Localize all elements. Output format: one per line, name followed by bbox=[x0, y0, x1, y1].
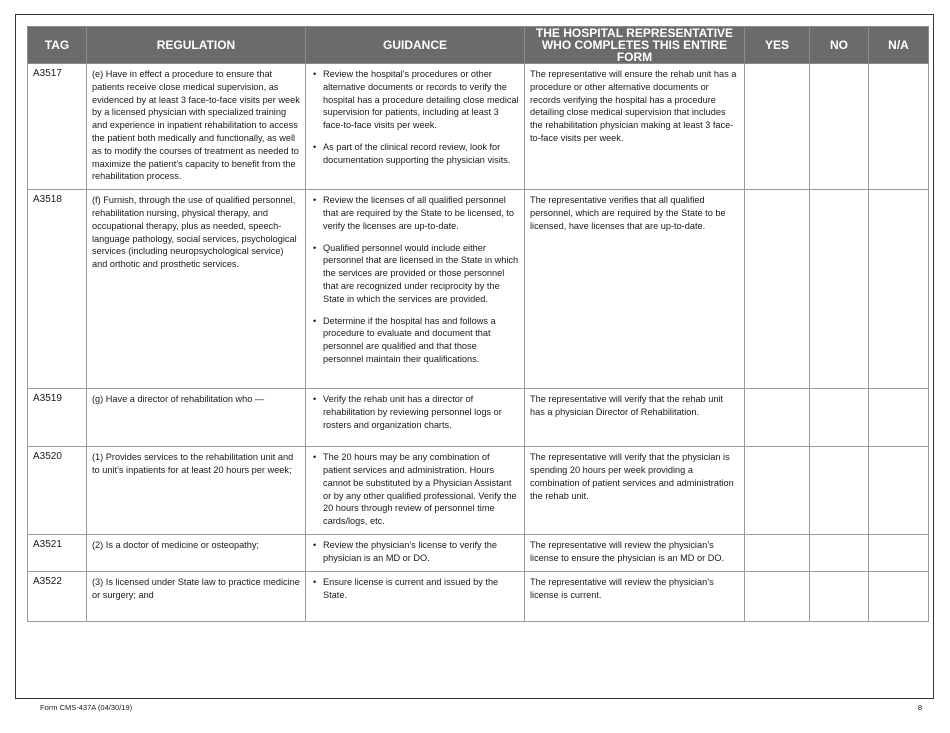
page-number: 8 bbox=[917, 703, 922, 712]
representative-cell: The representative will ensure the rehab unit has a procedure or other alternative documents or records verifying the hospital has a procedure detailing close medical supervision that includes the rehabilitation physician making at least 3 face-to-face visits per week. bbox=[525, 64, 745, 190]
guidance-cell bbox=[306, 534, 525, 571]
guidance-cell bbox=[306, 571, 525, 621]
representative-cell: The representative will verify that the rehab unit has a physician Director of Rehabilitation. bbox=[525, 389, 745, 447]
na-checkbox-cell[interactable] bbox=[869, 571, 929, 621]
no-checkbox-cell[interactable] bbox=[810, 571, 869, 621]
no-checkbox-cell[interactable] bbox=[810, 190, 869, 389]
representative-cell: The representative will review the physician’s license is current. bbox=[525, 571, 745, 621]
header-yes: YES bbox=[745, 27, 810, 64]
no-checkbox-cell[interactable] bbox=[810, 64, 869, 190]
yes-checkbox-cell[interactable] bbox=[745, 64, 810, 190]
na-checkbox-cell[interactable] bbox=[869, 534, 929, 571]
header-guidance: GUIDANCE bbox=[306, 27, 525, 64]
tag-cell: A3519 bbox=[28, 389, 87, 447]
na-checkbox-cell[interactable] bbox=[869, 447, 929, 535]
representative-cell: The representative will review the physician’s license to ensure the physician is an MD or DO. bbox=[525, 534, 745, 571]
na-checkbox-cell[interactable] bbox=[869, 64, 929, 190]
survey-table bbox=[27, 26, 929, 622]
representative-cell: The representative will verify that the physician is spending 20 hours per week providing a combination of patient services and administration the rehab unit. bbox=[525, 447, 745, 535]
guidance-cell bbox=[306, 190, 525, 389]
tag-cell: A3520 bbox=[28, 447, 87, 535]
representative-cell: The representative verifies that all qualified personnel, which are required by the State to be licensed, have licenses that are up-to-date. bbox=[525, 190, 745, 389]
table-row bbox=[28, 571, 929, 621]
no-checkbox-cell[interactable] bbox=[810, 447, 869, 535]
guidance-item: • Verify the rehab unit has a director of rehabilitation by reviewing personnel logs or rosters and organization charts. bbox=[313, 394, 502, 430]
header-no: NO bbox=[810, 27, 869, 64]
header-representative: THE HOSPITAL REPRESENTATIVE WHO COMPLETES THIS ENTIRE FORM bbox=[525, 27, 745, 64]
table-row bbox=[28, 447, 929, 535]
header-regulation: REGULATION bbox=[87, 27, 306, 64]
regulation-cell: (f) Furnish, through the use of qualified personnel, rehabilitation nursing, physical therapy, and occupational therapy, plus as needed, speech-language pathology, social services, psychological services (including neuropsychological service) and orthotic and prosthetic services. bbox=[87, 190, 306, 389]
table-row bbox=[28, 534, 929, 571]
yes-checkbox-cell[interactable] bbox=[745, 534, 810, 571]
yes-checkbox-cell[interactable] bbox=[745, 190, 810, 389]
guidance-cell bbox=[306, 447, 525, 535]
regulation-cell: (g) Have a director of rehabilitation who — bbox=[87, 389, 306, 447]
tag-cell: A3522 bbox=[28, 571, 87, 621]
guidance-item: • As part of the clinical record review, look for documentation supporting the physician visits. bbox=[313, 141, 511, 165]
guidance-cell bbox=[306, 64, 525, 190]
regulation-cell: (1) Provides services to the rehabilitation unit and to unit’s inpatients for at least 20 hours per week; bbox=[87, 447, 306, 535]
form-id: Form CMS-437A (04/30/19) bbox=[40, 703, 133, 712]
regulation-cell: (3) Is licensed under State law to practice medicine or surgery; and bbox=[87, 571, 306, 621]
yes-checkbox-cell[interactable] bbox=[745, 389, 810, 447]
guidance-cell bbox=[306, 389, 525, 447]
tag-cell: A3517 bbox=[28, 64, 87, 190]
guidance-item: • Review the licenses of all qualified personnel that are required by the State to be licensed, to verify the licenses are up-to-date. bbox=[313, 195, 515, 231]
regulation-cell: (2) Is a doctor of medicine or osteopathy; bbox=[87, 534, 306, 571]
tag-cell: A3518 bbox=[28, 190, 87, 389]
table-row bbox=[28, 190, 929, 389]
guidance-item: • Review the physician’s license to verify the physician is an MD or DO. bbox=[313, 539, 497, 563]
na-checkbox-cell[interactable] bbox=[869, 389, 929, 447]
no-checkbox-cell[interactable] bbox=[810, 534, 869, 571]
guidance-item: • Qualified personnel would include either personnel that are licensed in the State in which the services are provided or those personnel that are recognized under reciprocity by the State in which the services are provided. bbox=[313, 242, 519, 304]
guidance-item: • Review the hospital’s procedures or other alternative documents or records to verify the hospital has a procedure detailing close medical supervision for patients, including at least 3 face-to-face visits per week. bbox=[313, 69, 519, 131]
no-checkbox-cell[interactable] bbox=[810, 389, 869, 447]
guidance-item: • Ensure license is current and issued by the State. bbox=[313, 576, 499, 600]
yes-checkbox-cell[interactable] bbox=[745, 447, 810, 535]
na-checkbox-cell[interactable] bbox=[869, 190, 929, 389]
guidance-item: • The 20 hours may be any combination of patient services and administration. Hours cannot be substituted by a Physician Assistant or by any other qualified professional. Verify the 20 hours through review of personnel time cards/logs, etc. bbox=[313, 452, 517, 527]
table-row bbox=[28, 389, 929, 447]
tag-cell: A3521 bbox=[28, 534, 87, 571]
regulation-cell: (e) Have in effect a procedure to ensure that patients receive close medical supervision, as evidenced by at least 3 face-to-face visits per week by a licensed physician with specialized training and experience in inpatient rehabilitation to access the patient both medically and functionally, as well as to modify the courses of treatment as needed to maximize the patient’s capacity to benefit from the rehabilitation process. bbox=[87, 64, 306, 190]
header-tag: TAG bbox=[28, 27, 87, 64]
guidance-item: • Determine if the hospital has and follows a procedure to evaluate and document that personnel are qualified and that those personnel maintain their qualifications. bbox=[313, 315, 496, 364]
header-na: N/A bbox=[869, 27, 929, 64]
header-row bbox=[28, 27, 929, 64]
table-row bbox=[28, 64, 929, 190]
yes-checkbox-cell[interactable] bbox=[745, 571, 810, 621]
